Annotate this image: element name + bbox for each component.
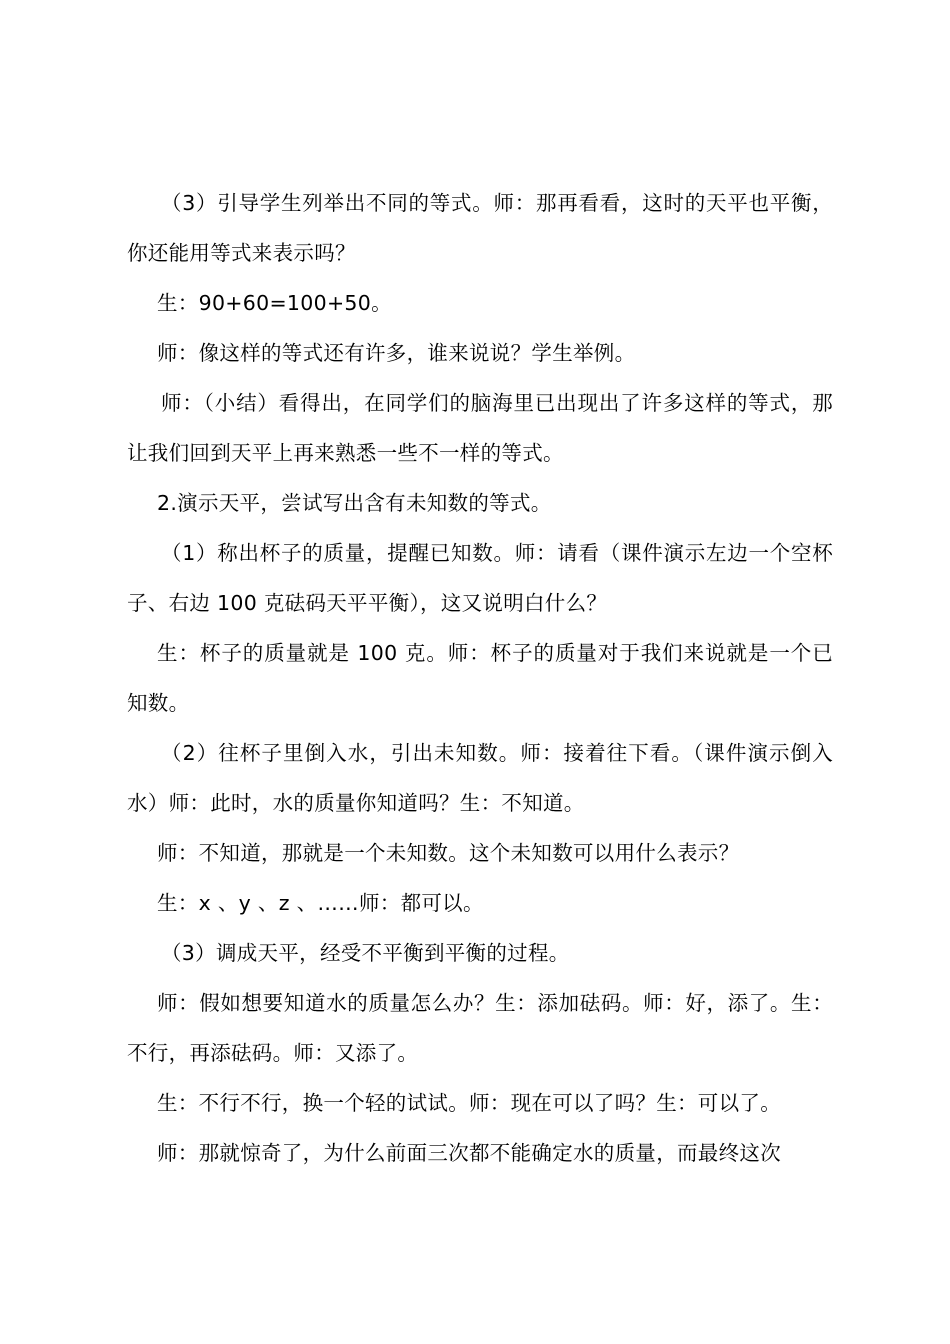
paragraph: 师：（小结）看得出，在同学们的脑海里已出现出了许多这样的等式，那让我们回到天平上再来熟悉一些不一样的等式。 bbox=[127, 391, 833, 465]
paragraph: 师：不知道，那就是一个未知数。这个未知数可以用什么表示？ bbox=[157, 841, 740, 865]
paragraph: 生：杯子的质量就是 100 克。师：杯子的质量对于我们来说就是一个已知数。 bbox=[127, 641, 833, 715]
paragraph: （2）往杯子里倒入水，引出未知数。师：接着往下看。（课件演示倒入水）师：此时，水的质量你知道吗？生：不知道。 bbox=[127, 741, 833, 815]
paragraph: （1）称出杯子的质量，提醒已知数。师：请看（课件演示左边一个空杯子、右边 100 克砝码天平平衡），这又说明白什么？ bbox=[127, 541, 833, 615]
paragraph: 生：不行不行，换一个轻的试试。师：现在可以了吗？生：可以了。 bbox=[157, 1091, 781, 1115]
paragraph: 师：假如想要知道水的质量怎么办？生：添加砝码。师：好，添了。生：不行，再添砝码。师：又添了。 bbox=[127, 991, 833, 1065]
paragraph: （3）引导学生列举出不同的等式。师：那再看看，这时的天平也平衡，你还能用等式来表示吗？ bbox=[127, 191, 833, 265]
paragraph: 2.演示天平，尝试写出含有未知数的等式。 bbox=[157, 491, 552, 515]
paragraph: 师：像这样的等式还有许多，谁来说说？学生举例。 bbox=[157, 341, 636, 365]
document-body bbox=[127, 178, 833, 1178]
paragraph: 师：那就惊奇了，为什么前面三次都不能确定水的质量，而最终这次 bbox=[157, 1141, 781, 1165]
paragraph: （3）调成天平，经受不平衡到平衡的过程。 bbox=[161, 941, 570, 965]
paragraph: 生：90+60=100+50。 bbox=[157, 291, 392, 315]
paragraph: 生：x 、y 、z 、……师：都可以。 bbox=[157, 891, 484, 915]
